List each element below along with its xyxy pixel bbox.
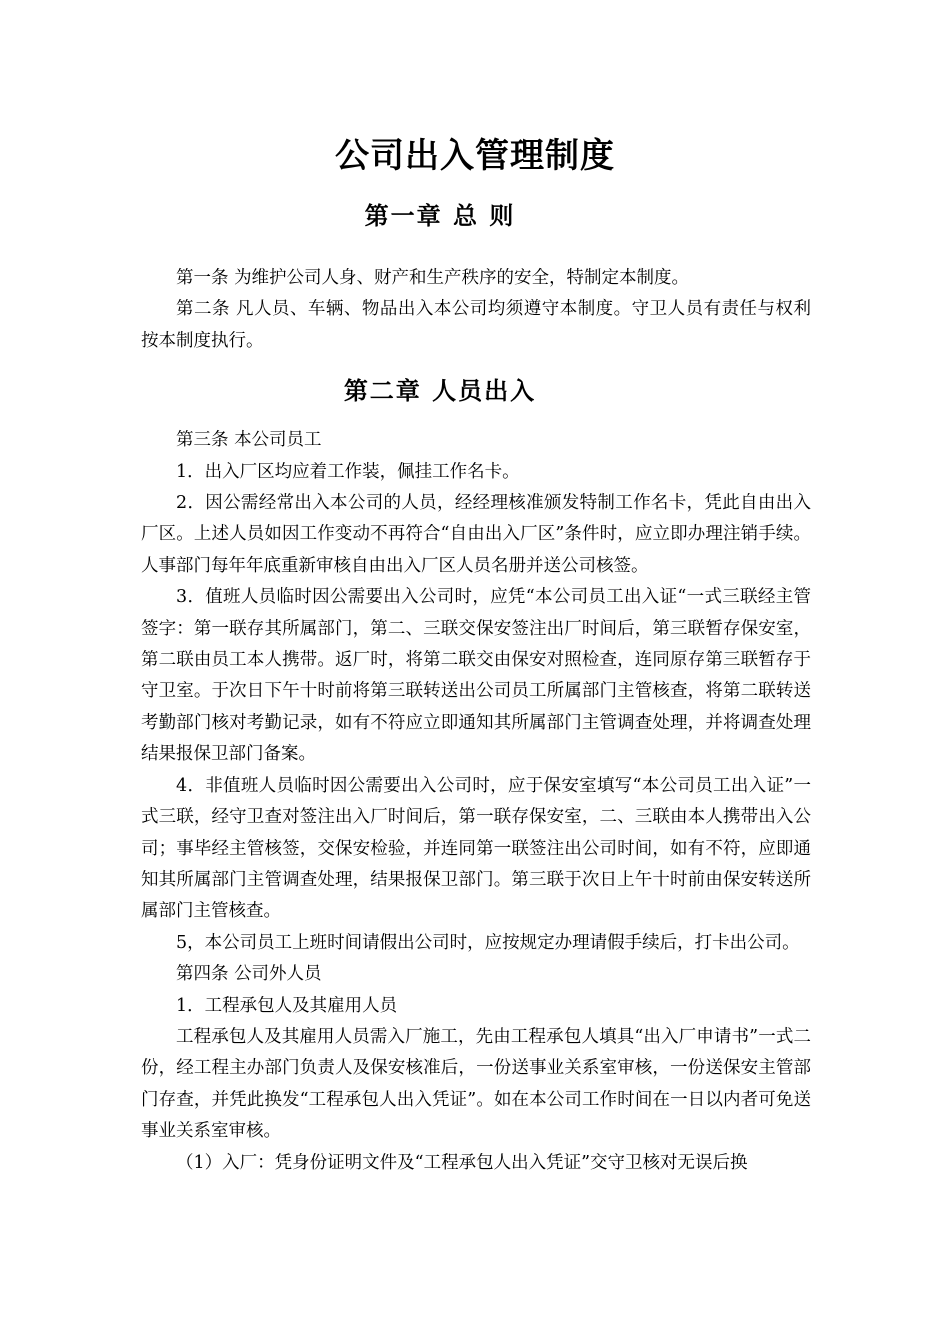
article-3-item-3: 3．值班人员临时因公需要出入公司时，应凭“本公司员工出入证“一式三联经主管签字：第一联存其所属部门，第二、三联交保安签注出厂时间后，第三联暂存保安室，第二联由员工本人携带。返厂时，将第二联交由保安对照检查，连同原存第三联暂存于守卫室。于次日下午十时前将第三联转送出公司员工所属部门主管核查，将第二联转送考勤部门核对考勤记录，如有不符应立即通知其所属部门主管调查处理，并将调查处理结果报保卫部门备案。: [141, 587, 811, 765]
article-3-item-2: 2．因公需经常出入本公司的人员，经经理核准颁发特制工作名卡，凭此自由出入厂区。上述人员如因工作变动不再符合“自由出入厂区”条件时，应立即办理注销手续。人事部门每年年底重新审核自由出入厂区人员名册并送公司核签。: [141, 493, 811, 576]
article-4-item-1-body: 工程承包人及其雇用人员需入厂施工，先由工程承包人填具“出入厂申请书”一式二份，经工程主办部门负责人及保安核准后，一份送事业关系室审核，一份送保安主管部门存查，并凭此换发“工程承包人出入凭证”。如在本公司工作时间在一日以内者可免送事业关系室审核。: [141, 1026, 811, 1142]
document-title: 公司出入管理制度: [335, 136, 615, 176]
article-4-item-1: 1．工程承包人及其雇用人员: [176, 995, 398, 1016]
document-body: [141, 263, 811, 1179]
article-4-heading: 第四条 公司外人员: [176, 964, 322, 985]
article-2: 第二条 凡人员、车辆、物品出入本公司均须遵守本制度。守卫人员有责任与权利按本制度执行。: [141, 299, 811, 351]
article-1: 第一条 为维护公司人身、财产和生产秩序的安全，特制定本制度。: [176, 268, 690, 288]
chapter-2-heading: 第二章 人员出入: [343, 376, 537, 406]
article-3-item-4: 4．非值班人员临时因公需要出入公司时，应于保安室填写“本公司员工出入证”一式三联，经守卫查对签注出入厂时间后，第一联存保安室，二、三联由本人携带出入公司；事毕经主管核签，交保安检验，并连同第一联签注出公司时间，如有不符，应即通知其所属部门主管调查处理，结果报保卫部门。第三联于次日上午十时前由保安转送所属部门主管核查。: [141, 775, 811, 922]
article-3-item-5: 5，本公司员工上班时间请假出公司时，应按规定办理请假手续后，打卡出公司。: [176, 932, 800, 953]
chapter-1-heading: 第一章 总 则: [364, 201, 516, 230]
article-4-item-1-sub-1: （1）入厂：凭身份证明文件及“工程承包人出入凭证”交守卫核对无误后换: [176, 1152, 748, 1173]
article-3-item-1: 1．出入厂区均应着工作装，佩挂工作名卡。: [176, 461, 520, 482]
article-3-heading: 第三条 本公司员工: [176, 430, 322, 451]
chapter-2-heading-area: [141, 357, 811, 425]
